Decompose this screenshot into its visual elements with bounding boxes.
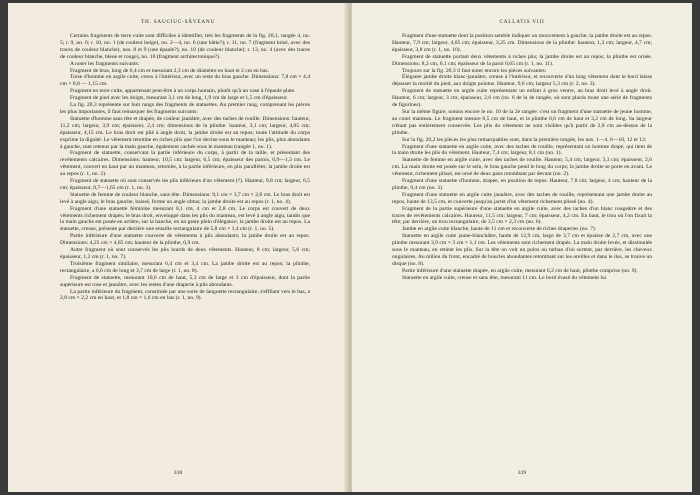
paragraph: Toujours sur la fig. 20,3 il faut noter encore les pièces suivantes: (402, 67, 547, 74)
book-spread (8, 3, 692, 492)
paragraph: A noter les fragments suivants: (70, 60, 140, 67)
right-page (352, 3, 692, 492)
paragraph: La fig. 20,3 représente sur huit rangs des fragments de statuettes. Au premier rang, comprenant les pièces les plus importantes, il faut remarquer les fragments suivants: (60, 102, 310, 115)
left-page-body (60, 33, 310, 302)
paragraph: Statuette d'homme sans tête et drapée, de couleur jaunâtre, avec des taches de rouille. Dimensions: hauteur, 11,2 cm; largeur, 3,9 cm; épaisseur, 2,4 cm; dimensions de la plinthe: hauteur, 3,1 cm; largeur, 4,05 cm; épaisseur, 4,15 cm. Le bras droit est plié à angle droit, la jambe droite est au repos; toute l'attitude du corps exprime la dignité. Le vêtement retombe en riches plis que l'on devine sous le manteau; les plis, plus abondants à gauche, sont retenus par la main gauche, également cachée sous le manteau (rangée 1, no. 1). (60, 115, 310, 150)
paragraph: Fragment d'une statuette dont la position semble indiquer un mouvement à gauche; la jambe droite est au repos. Hauteur, 7,9 cm; largeur, 4,05 cm; épaisseur, 3,25 cm. Dimensions de la plinthe: hauteur, 1,3 cm; largeur, 4,7 cm; épaisseur, 3,8 cm (r. 1, no. 10). (392, 33, 652, 53)
paragraph: Partie inférieure d'une statuette couverte de vêtements à plis abondants; la jambe droite est au repos. Dimensions: 4,25 cm × 4,85 cm; hauteur de la plinthe, 0,9 cm. (60, 233, 310, 247)
paragraph: Fragment en terre cuite, appartenant peut-être à un corps humain, plutôt qu'à un vase à l'épaule plate. (70, 88, 296, 95)
paragraph: Fragment de bras, long de 6,4 cm et mesurant 2,3 cm de diamètre en haut et 2 cm en bas. (70, 67, 269, 74)
right-page-number: 319 (517, 470, 527, 476)
paragraph: Fragment d'une statuette en argile cuite jaunâtre, avec des taches de rouille, représentant une jambe droite au repos, haute de 13,5 cm, et couverte jusqu'au jarret d'un vêtement richement plissé (no. 4). (392, 191, 652, 205)
left-running-head: TH. SAUCIUC-SĂVEANU (141, 19, 215, 25)
paragraph: Sur la fig. 20,2 les pièces les plus remarquables sont, dans la première rangée, les nos. 1—4, 6—10, 12 et 13: (402, 136, 647, 143)
paragraph: Statuette de femme de couleur blanche, sans tête. Dimensions: 9,1 cm × 3,7 cm × 2,8 cm. Le bras droit est levé à angle aigu, le bras gauche, baissé, forme un angle obtus; la jambe droite est au repos (r. 1, no. 4). (60, 191, 310, 205)
paragraph: Fragment d'une statuette féminine mesurant 8,1 cm, 4 cm et 2,8 cm. Le corps est couvert de deux vêtements richement drapés; le bras droit, enveloppé dans les plis du manteau, est levé à angle aigu, tandis que la main gauche est posée en arrière, sur la hanche, en un geste plein d'élégance; la jambe droite est au repos. La statuette, creuse, présente par derrière une entaille rectangulaire de 5,8 cm × 1,4 cm (r. 1, no. 5). (60, 205, 310, 233)
paragraph: Statuette de femme en argile cuite, avec des taches de rouille. Hauteur, 5,4 cm; largeur, 3,3 cm; épaisseur, 2,6 cm. La main droite est posée sur le sein, le bras gauche pend le long du corps; la jambe droite se porte en avant. Le vêtement, richement plissé, est orné de deux pans retombant par devant (no. 2). (392, 157, 652, 178)
paragraph: Fragment de pied avec les doigts, mesurant 3,1 cm de long, 1,9 cm de large et 1,5 cm d'épaisseur. (70, 95, 288, 102)
paragraph: Statuette en argile cuite, creuse et sans tête, mesurant 11 cm. Le bord évasé du vêtement lui (402, 274, 607, 281)
paragraph: Troisième fragment similaire, mesurant 6,4 cm et 3,4 cm. La jambe droite est au repos; la plinthe, rectangulaire, a 6,6 cm de long et 3,7 cm de large (r. 1, no. 8). (60, 260, 310, 274)
paragraph: Fragment de statuette portant deux vêtements à riches plis; la jambe droite est au repos; la plinthe est ornée. Dimensions: 8,2 cm, 6,1 cm; épaisseur de la paroi 0,65 cm (r. 1, no. 11). (392, 53, 652, 67)
paragraph: Fragment d'une statuette d'homme, drapée, en position de repos. Hauteur, 7,8 cm; largeur, 4 cm; hauteur de la plinthe, 0,4 cm (no. 3). (392, 178, 652, 191)
paragraph: Fragment de la partie supérieure d'une statuette en argile cuite, avec des taches d'un blanc rougeâtre et des traces de revêtements calcaires. Hauteur, 11,5 cm; largeur, 7 cm; épaisseur, 4,2 cm. En haut, le trou où l'on fixait la tête; par derrière, un trou rectangulaire, de 3,5 cm × 2,3 cm (no. 6). (392, 205, 652, 226)
paragraph: Statuette en argile cuite jaune-blanchâtre, haute de 12,9 cm, large de 3,7 cm et épaisse de 2,7 cm, avec une plinthe mesurant 3,9 cm × 3 cm × 1,1 cm. Les vêtements sont richement drapés. La main droite levée, et dissimulée sous le manteau, en retient les plis. Sur la tête on voit un polos ou turban d'où sortent, par derrière, les cheveux ongulaires. Au milieu du front, encadré de boucles abondantes retombant sur les oreilles et dans le dos, se trouve un disque (no. 8). (392, 233, 652, 267)
paragraph: La partie inférieure du fragment, constituée par une sorte de languette rectangulaire, s'effilant vers le bas, a 2,8 cm × 2,2 cm en haut, et 1,8 cm × 1,6 cm en bas (r. 1, no. 9). (60, 288, 310, 302)
paragraph: Sur la même figure, notons encore le no. 10 de la 2e rangée: c'est un fragment d'une statuette de jeune homme, au court manteau. Le fragment mesure 6,5 cm de haut, et la plinthe 0,6 cm de haut et 3,2 cm de long. Sa largeur n'étant pas entièrement conservée. Les plis du vêtement ne sont visibles qu'à partir de 2,8 cm au-dessus de la plinthe. (392, 108, 652, 136)
paragraph: Fragment de statuette en argile cuite représentant un enfant à gros ventre, au bras droit levé à angle droit. Hauteur, 6 cm; largeur, 3 cm; épaisseur, 2,6 cm (no. 6 de la 4e rangée, où sont placés toute une série de fragments de figurines). (392, 88, 652, 109)
paragraph: Fragment de statuette où sont conservés les plis inférieurs d'un vêtement (?). Hauteur, 9,8 cm; largeur, 6,5 cm; épaisseur, 0,7—1,65 cm (r. 1, no. 3). (60, 178, 310, 191)
right-page-body (392, 33, 652, 282)
paragraph: Jambe en argile cuite blanche, haute de 11 cm et recouverte de riches draperies (no. 7). (402, 226, 597, 233)
paragraph: Fragment de statuette, conservant la partie inférieure du corps, à partir de la taille, et présentant des revêtements calcaires. Dimensions: hauteur, 10,5 cm; largeur, 6,5 cm; épaisseur des parois, 0,9—1,3 cm. Le vêtement, couvert en haut par un manteau, retombe, à la partie inférieure, en plis parallèles; la jambe droite est au repos (r. 1, no. 2). (60, 150, 310, 178)
paragraph: Certains fragments de terre cuite sont difficiles à identifier, tels les fragments de la fig. 20,1, rangée 4, no. 5; r. 9, no. 6; r. 10, no. 1 (de couleur beige), no. 2—4, no. 6 (une bâtie?); r. 11, no. 7 (fragment brisé, avec des traces de couleur blanche), nos. 8 et 9 (une épaule?), no. 10 (de couleur blanche); r. 13, no. 4 (avec des traces de couleur blanche, bleue et rouge), no. 10 (fragment architectonique?). (60, 33, 310, 60)
paragraph: Élégante jambe droite blanc-jaunâtre, creuse à l'intérieur, et recouverte d'un long vêtement dont le bord laisse dépasser la moitié du pied, aux doigts pointus. Hauteur, 9,6 cm; largeur 5,3 cm (r. 2, no. 3). (392, 74, 652, 88)
paragraph: Partie inférieure d'une statuette drapée, en argile cuite, mesurant 6,2 cm de haut, plinthe comprise (no. 9). (402, 267, 638, 274)
left-page (8, 3, 348, 492)
right-running-head: CALLATIS VIII (499, 19, 545, 25)
paragraph: Autre fragment où sont conservés les plis lourds de deux vêtements. Hauteur, 8 cm; largeur, 5,6 cm; épaisseur, 1,2 cm (r. 1, no. 7). (60, 247, 310, 260)
paragraph: Fragment d'une statuette en argile cuite, avec des taches de rouille, représentant un homme drapé, qui tient de la main droite les plis du vêtement. Hauteur, 7,4 cm; largeur, 8,1 cm (no. 1). (392, 143, 652, 157)
paragraph: Fragment de statuette, mesurant 10,6 cm de haut, 5,3 cm de large et 3 cm d'épaisseur, dont la partie supérieure est rose et jaunâtre, avec les restes d'une draperie à plis abondants. (60, 274, 310, 288)
left-page-number: 318 (173, 470, 183, 476)
paragraph: Torse d'homme en argile cuite, creux à l'intérieur, avec un reste du bras gauche. Dimensions: 7,8 cm × 4,4 cm × 0,8 — 1,15 cm. (60, 74, 310, 88)
